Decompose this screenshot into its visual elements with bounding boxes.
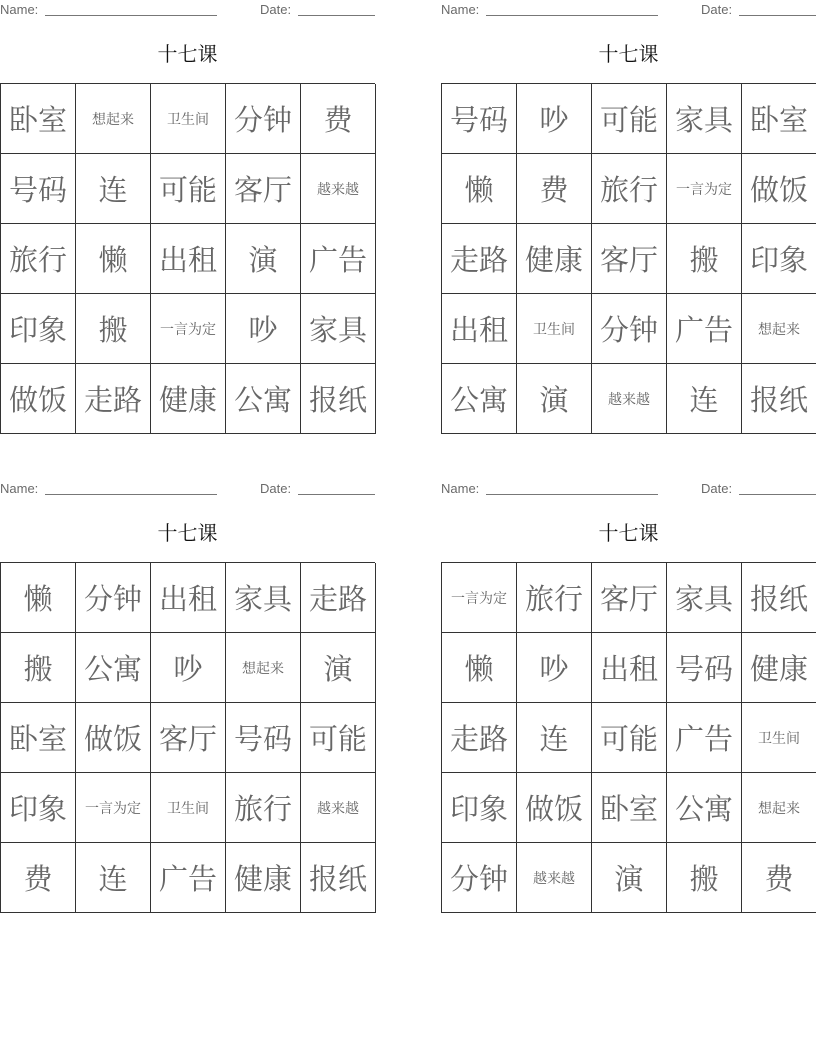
bingo-cell: 费 xyxy=(301,84,376,154)
bingo-grid xyxy=(441,83,816,434)
date-field[interactable] xyxy=(739,494,816,495)
bingo-cell: 旅行 xyxy=(517,563,592,633)
bingo-cell: 分钟 xyxy=(76,563,151,633)
card-title: 十七课 xyxy=(157,42,218,66)
bingo-cell: 吵 xyxy=(517,84,592,154)
bingo-cell: 公寓 xyxy=(442,364,517,434)
bingo-cell: 公寓 xyxy=(76,633,151,703)
bingo-cell: 做饭 xyxy=(1,364,76,434)
bingo-card-4 xyxy=(441,479,816,896)
bingo-cell: 连 xyxy=(667,364,742,434)
bingo-cell: 广告 xyxy=(151,843,226,913)
bingo-cell: 连 xyxy=(76,154,151,224)
bingo-card-1 xyxy=(0,0,375,417)
bingo-cell: 健康 xyxy=(226,843,301,913)
bingo-cell: 越来越 xyxy=(301,154,376,224)
bingo-cell: 卫生间 xyxy=(517,294,592,364)
date-field[interactable] xyxy=(739,15,816,16)
header-row xyxy=(441,0,816,20)
bingo-cell: 分钟 xyxy=(592,294,667,364)
bingo-cell: 报纸 xyxy=(301,843,376,913)
bingo-cell: 费 xyxy=(517,154,592,224)
bingo-cell: 连 xyxy=(76,843,151,913)
bingo-grid xyxy=(0,562,375,913)
bingo-cell: 分钟 xyxy=(226,84,301,154)
date-label: Date: xyxy=(260,2,292,17)
bingo-cell: 一言为定 xyxy=(442,563,517,633)
bingo-cell: 客厅 xyxy=(592,563,667,633)
bingo-cell: 做饭 xyxy=(742,154,816,224)
name-field[interactable] xyxy=(45,15,217,16)
bingo-cell: 客厅 xyxy=(151,703,226,773)
bingo-cell: 演 xyxy=(301,633,376,703)
bingo-cell: 可能 xyxy=(301,703,376,773)
date-field[interactable] xyxy=(298,494,375,495)
bingo-cell: 广告 xyxy=(301,224,376,294)
card-title: 十七课 xyxy=(157,521,218,545)
bingo-cell: 一言为定 xyxy=(667,154,742,224)
bingo-cell: 出租 xyxy=(442,294,517,364)
bingo-cell: 可能 xyxy=(592,84,667,154)
bingo-cell: 报纸 xyxy=(742,563,816,633)
bingo-cell: 走路 xyxy=(76,364,151,434)
bingo-cell: 旅行 xyxy=(1,224,76,294)
bingo-cell: 出租 xyxy=(592,633,667,703)
bingo-cell: 吵 xyxy=(517,633,592,703)
bingo-cell: 搬 xyxy=(667,843,742,913)
bingo-cell: 做饭 xyxy=(76,703,151,773)
date-label: Date: xyxy=(701,481,733,496)
bingo-cell: 做饭 xyxy=(517,773,592,843)
bingo-cell: 懒 xyxy=(442,154,517,224)
bingo-grid xyxy=(441,562,816,913)
bingo-cell: 印象 xyxy=(1,294,76,364)
bingo-cell: 印象 xyxy=(442,773,517,843)
bingo-cell: 搬 xyxy=(76,294,151,364)
header-row xyxy=(0,479,375,499)
date-label: Date: xyxy=(701,2,733,17)
bingo-cell: 费 xyxy=(1,843,76,913)
bingo-cell: 健康 xyxy=(742,633,816,703)
bingo-card-2 xyxy=(441,0,816,417)
bingo-cell: 客厅 xyxy=(226,154,301,224)
bingo-cell: 广告 xyxy=(667,703,742,773)
bingo-cell: 号码 xyxy=(442,84,517,154)
bingo-cell: 可能 xyxy=(151,154,226,224)
bingo-cell: 公寓 xyxy=(226,364,301,434)
bingo-cell: 旅行 xyxy=(226,773,301,843)
name-label: Name: xyxy=(441,481,480,496)
name-field[interactable] xyxy=(486,15,658,16)
bingo-cell: 报纸 xyxy=(742,364,816,434)
bingo-cell: 连 xyxy=(517,703,592,773)
bingo-cell: 越来越 xyxy=(301,773,376,843)
bingo-cell: 走路 xyxy=(442,224,517,294)
bingo-cell: 吵 xyxy=(226,294,301,364)
bingo-cell: 号码 xyxy=(226,703,301,773)
card-title: 十七课 xyxy=(598,42,659,66)
card-title: 十七课 xyxy=(598,521,659,545)
bingo-cell: 公寓 xyxy=(667,773,742,843)
bingo-cell: 走路 xyxy=(301,563,376,633)
bingo-cell: 越来越 xyxy=(517,843,592,913)
bingo-card-3 xyxy=(0,479,375,896)
bingo-cell: 家具 xyxy=(301,294,376,364)
bingo-cell: 报纸 xyxy=(301,364,376,434)
bingo-cell: 懒 xyxy=(442,633,517,703)
bingo-cell: 想起来 xyxy=(742,773,816,843)
bingo-cell: 号码 xyxy=(1,154,76,224)
bingo-cell: 卧室 xyxy=(1,703,76,773)
bingo-cell: 演 xyxy=(226,224,301,294)
name-field[interactable] xyxy=(45,494,217,495)
bingo-cell: 懒 xyxy=(76,224,151,294)
bingo-cell: 懒 xyxy=(1,563,76,633)
bingo-cell: 印象 xyxy=(1,773,76,843)
bingo-cell: 印象 xyxy=(742,224,816,294)
bingo-cell: 一言为定 xyxy=(76,773,151,843)
name-label: Name: xyxy=(441,2,480,17)
bingo-cell: 客厅 xyxy=(592,224,667,294)
bingo-cell: 越来越 xyxy=(592,364,667,434)
bingo-cell: 想起来 xyxy=(76,84,151,154)
date-field[interactable] xyxy=(298,15,375,16)
bingo-cell: 卧室 xyxy=(742,84,816,154)
bingo-cell: 走路 xyxy=(442,703,517,773)
bingo-cell: 健康 xyxy=(151,364,226,434)
bingo-cell: 想起来 xyxy=(226,633,301,703)
bingo-cell: 卫生间 xyxy=(742,703,816,773)
bingo-cell: 出租 xyxy=(151,224,226,294)
bingo-cell: 一言为定 xyxy=(151,294,226,364)
bingo-cell: 健康 xyxy=(517,224,592,294)
bingo-cell: 想起来 xyxy=(742,294,816,364)
bingo-cell: 卧室 xyxy=(1,84,76,154)
bingo-cell: 分钟 xyxy=(442,843,517,913)
bingo-cell: 卧室 xyxy=(592,773,667,843)
date-label: Date: xyxy=(260,481,292,496)
header-row xyxy=(0,0,375,20)
bingo-cell: 演 xyxy=(517,364,592,434)
bingo-cell: 卫生间 xyxy=(151,773,226,843)
bingo-cell: 可能 xyxy=(592,703,667,773)
bingo-cell: 卫生间 xyxy=(151,84,226,154)
bingo-cell: 旅行 xyxy=(592,154,667,224)
name-label: Name: xyxy=(0,2,39,17)
name-label: Name: xyxy=(0,481,39,496)
bingo-cell: 吵 xyxy=(151,633,226,703)
bingo-cell: 家具 xyxy=(667,563,742,633)
bingo-cell: 演 xyxy=(592,843,667,913)
bingo-grid xyxy=(0,83,375,434)
bingo-cell: 家具 xyxy=(667,84,742,154)
bingo-cell: 费 xyxy=(742,843,816,913)
header-row xyxy=(441,479,816,499)
bingo-cell: 广告 xyxy=(667,294,742,364)
bingo-cell: 号码 xyxy=(667,633,742,703)
bingo-cell: 出租 xyxy=(151,563,226,633)
bingo-cell: 家具 xyxy=(226,563,301,633)
bingo-cell: 搬 xyxy=(1,633,76,703)
name-field[interactable] xyxy=(486,494,658,495)
bingo-cell: 搬 xyxy=(667,224,742,294)
